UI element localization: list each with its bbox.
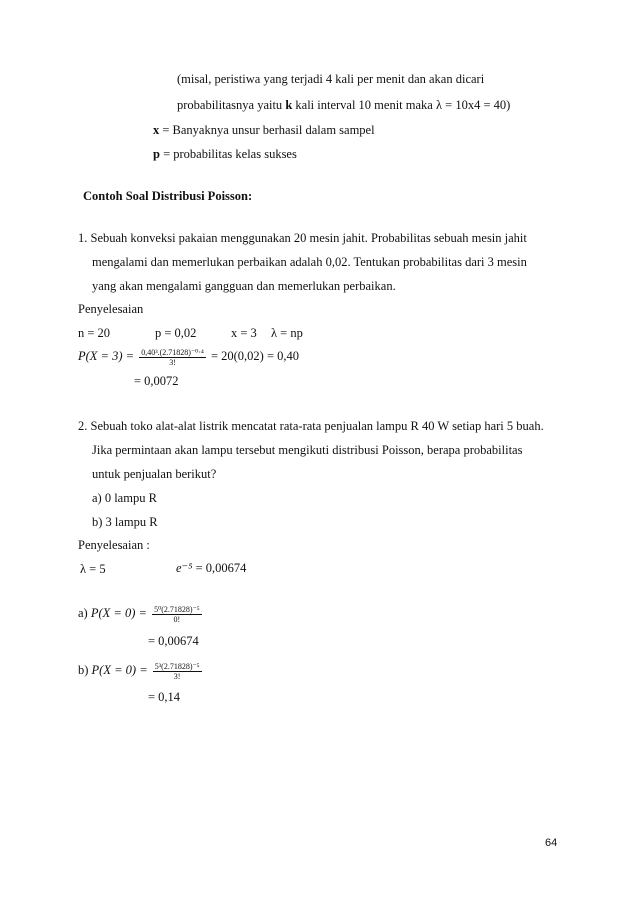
q2-line-2: Jika permintaan akan lampu tersebut mengikuti distribusi Poisson, berapa probabilitas <box>92 443 523 457</box>
q2-option-a: a) 0 lampu R <box>92 491 157 505</box>
x-def: = Banyaknya unsur berhasil dalam sampel <box>159 123 375 137</box>
q1-p: p = 0,02 <box>155 326 197 340</box>
q2-e-expr: e⁻⁵ <box>176 561 193 575</box>
p-var: p <box>153 147 160 161</box>
q2-lambda: λ = 5 <box>80 562 106 576</box>
q1-formula <box>78 346 299 367</box>
q1-n: n = 20 <box>78 326 111 340</box>
q2-part-b-formula <box>78 660 204 681</box>
section-title: Contoh Soal Distribusi Poisson: <box>83 189 253 203</box>
q1-formula-rhs: = 20(0,02) = 0,40 <box>210 349 300 363</box>
q2-line-1: 2. Sebuah toko alat-alat listrik mencatat rata-rata penjualan lampu R 40 W setiap hari 5 buah. <box>78 419 544 433</box>
q1-fraction-denominator: 3! <box>169 357 176 367</box>
intro-line-2 <box>177 98 510 112</box>
q2-part-a-result: = 0,00674 <box>148 634 199 648</box>
p-def: = probabilitas kelas sukses <box>159 147 297 161</box>
q2-part-b-lhs: P(X = 0) = <box>91 663 148 677</box>
q1-line-1: 1. Sebuah konveksi pakaian menggunakan 20 mesin jahit. Probabilitas sebuah mesin jahit <box>78 231 527 245</box>
q2-part-a-lhs: P(X = 0) = <box>90 606 147 620</box>
q1-fraction <box>139 348 206 367</box>
q1-fraction-numerator: 0,40³.(2.71828)⁻⁰·⁴ <box>141 347 204 357</box>
q2-part-b-denominator: 3! <box>173 671 181 681</box>
q2-part-a-fraction <box>152 605 202 624</box>
intro-line-1: (misal, peristiwa yang terjadi 4 kali per menit dan akan dicari <box>177 72 485 86</box>
intro-line-2-a: probabilitasnya yaitu <box>177 98 286 112</box>
q1-line-2: mengalami dan memerlukan perbaikan adalah 0,02. Tentukan probabilitas dari 3 mesin <box>92 255 527 269</box>
q2-part-a-numerator: 5⁰(2.71828)⁻⁵ <box>154 604 200 614</box>
q1-lambda: λ = np <box>271 326 303 340</box>
q1-result: = 0,0072 <box>134 374 179 388</box>
q1-formula-lhs: P(X = 3) = <box>78 349 135 363</box>
q2-part-a-denominator: 0! <box>173 614 181 624</box>
q2-line-3: untuk penjualan berikut? <box>92 467 217 481</box>
q1-line-3: yang akan mengalami gangguan dan memerlukan perbaikan. <box>92 279 396 293</box>
x-var: x <box>153 123 160 137</box>
q1-solution-label: Penyelesaian <box>78 302 144 316</box>
q2-e-expression <box>176 559 246 577</box>
q2-part-b-result: = 0,14 <box>148 690 181 704</box>
x-definition <box>153 123 375 137</box>
q2-part-b-fraction <box>153 662 202 681</box>
q2-part-b-numerator: 5³(2.71828)⁻⁵ <box>154 661 200 671</box>
q2-solution-label: Penyelesaian : <box>78 538 150 552</box>
q2-e-value: = 0,00674 <box>192 561 247 575</box>
intro-k-var: k <box>285 98 293 112</box>
q2-part-a-label: a) <box>78 606 88 620</box>
page-number: 64 <box>545 837 558 849</box>
q2-part-b-label: b) <box>78 663 89 677</box>
p-definition <box>153 147 297 161</box>
q2-option-b: b) 3 lampu R <box>92 515 158 529</box>
intro-line-2-b: kali interval 10 menit maka λ = 10x4 = 40) <box>292 98 511 112</box>
q1-x: x = 3 <box>231 326 257 340</box>
q2-part-a-formula <box>78 603 204 624</box>
